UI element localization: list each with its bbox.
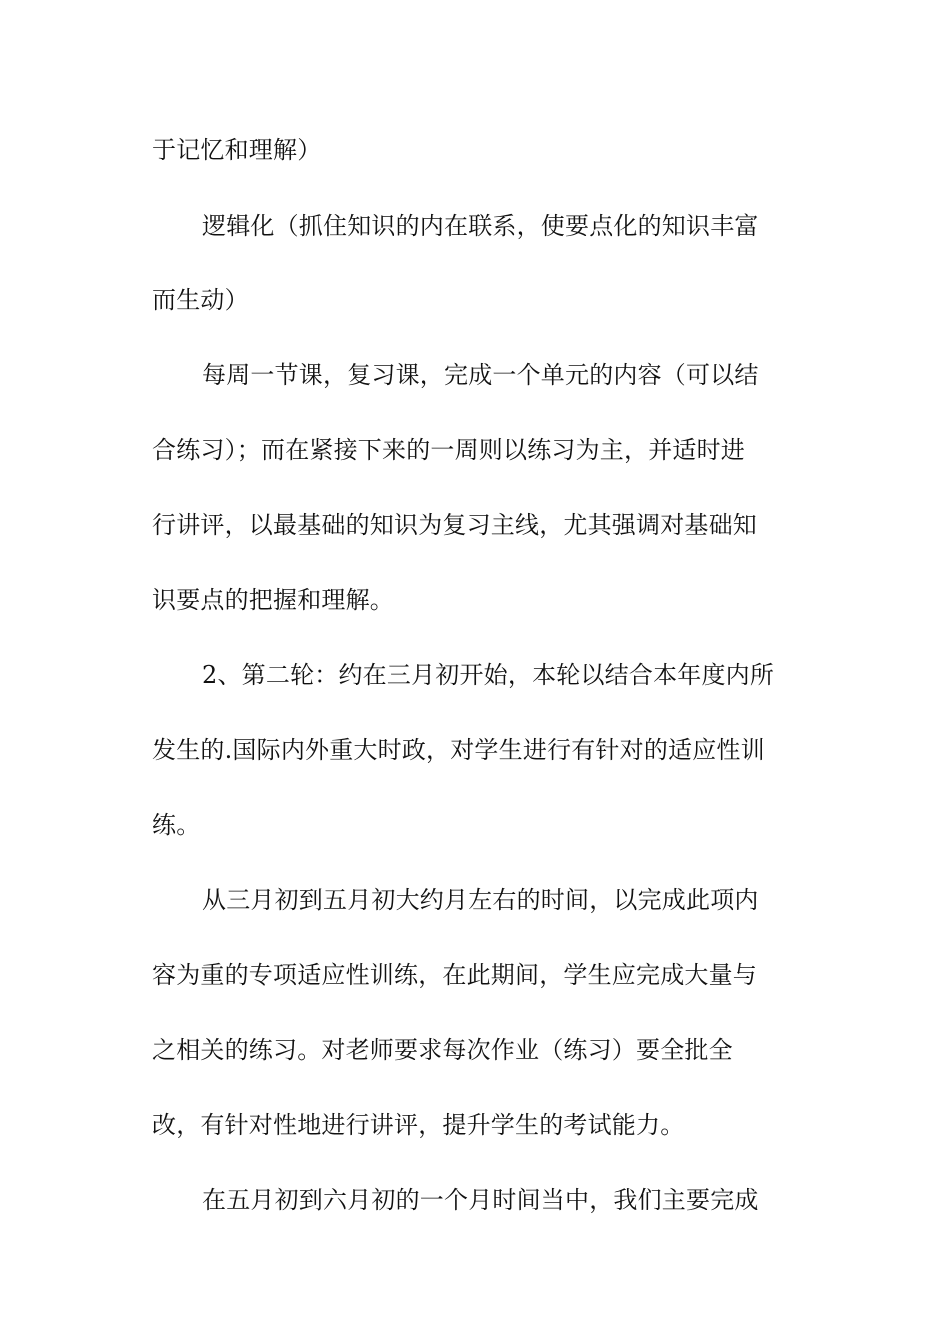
text-line: 合练习）；而在紧接下来的一周则以练习为主，并适时进 — [152, 436, 745, 464]
text-line: 2、第二轮：约在三月初开始，本轮以结合本年度内所 — [202, 661, 775, 689]
text-line: 识要点的把握和理解。 — [152, 586, 394, 614]
text-line: 逻辑化（抓住知识的内在联系，使要点化的知识丰富 — [202, 212, 759, 240]
text-line: 于记忆和理解） — [152, 136, 322, 164]
text-line: 从三月初到五月初大约月左右的时间，以完成此项内 — [202, 886, 759, 914]
text-line: 之相关的练习。对老师要求每次作业（练习）要全批全 — [152, 1036, 733, 1064]
text-line: 发生的.国际内外重大时政，对学生进行有针对的适应性训 — [152, 736, 765, 764]
text-line: 每周一节课，复习课，完成一个单元的内容（可以结 — [202, 361, 759, 389]
text-line: 而生动） — [152, 286, 249, 314]
text-line: 容为重的专项适应性训练，在此期间，学生应完成大量与 — [152, 961, 757, 989]
text-line: 改，有针对性地进行讲评，提升学生的考试能力。 — [152, 1111, 685, 1139]
text-line: 在五月初到六月初的一个月时间当中，我们主要完成 — [202, 1186, 759, 1214]
text-line: 行讲评，以最基础的知识为复习主线，尤其强调对基础知 — [152, 511, 757, 539]
text-line: 练。 — [152, 811, 201, 839]
